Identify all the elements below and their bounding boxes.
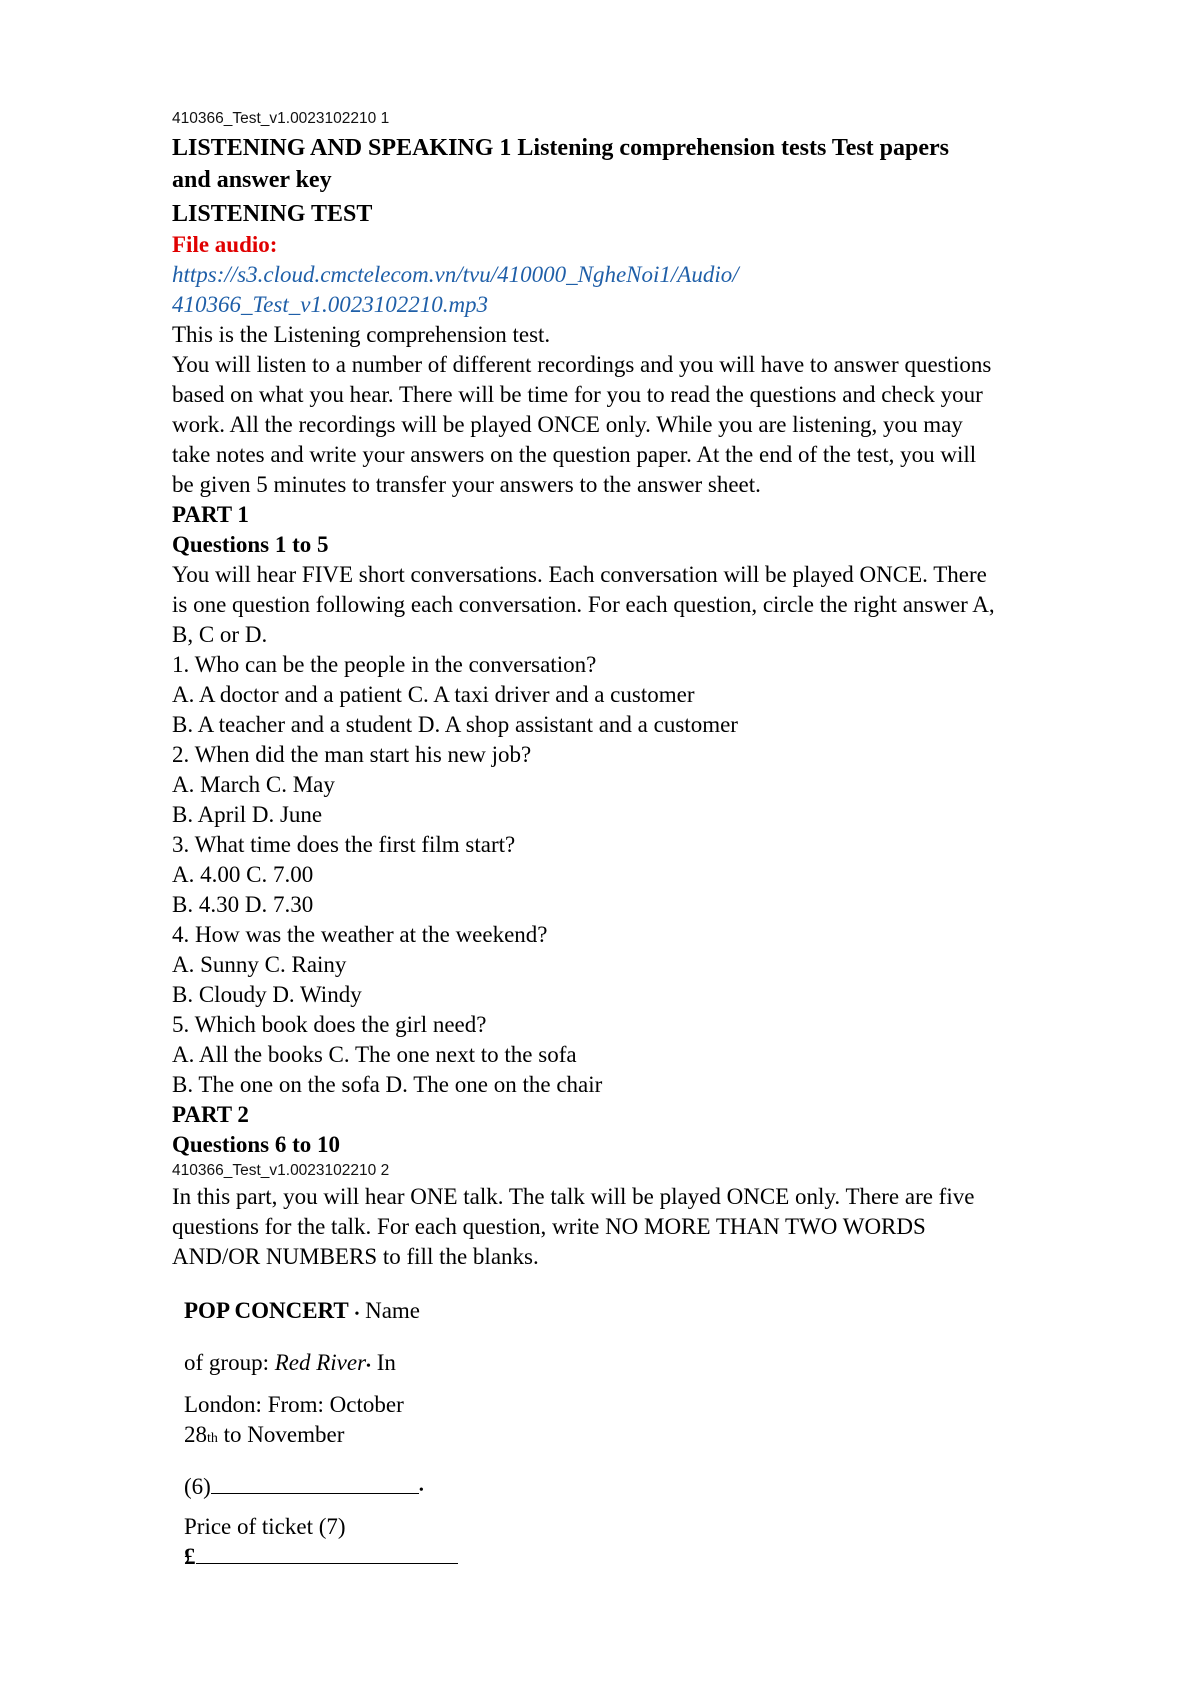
question-5-options-bd: B. The one on the sofa D. The one on the chair: [172, 1072, 603, 1097]
part2-heading: PART 2: [172, 1102, 249, 1127]
question-7-blank[interactable]: [196, 1545, 458, 1564]
page-header-2: 410366_Test_v1.0023102210 2: [172, 1162, 390, 1179]
part1-instruction: B, C or D.: [172, 622, 268, 647]
audio-link-line-2[interactable]: 410366_Test_v1.0023102210.mp3: [172, 292, 489, 317]
question-4-options-bd: B. Cloudy D. Windy: [172, 982, 362, 1007]
question-2-options-ac: A. March C. May: [172, 772, 335, 797]
intro-line: You will listen to a number of different recordings and you will have to answer questions: [172, 352, 992, 377]
london-line: London: From: October: [184, 1392, 404, 1417]
question-1-options-bd: B. A teacher and a student D. A shop assistant and a customer: [172, 712, 738, 737]
file-audio-label: File audio:: [172, 232, 278, 257]
to-november: to November: [217, 1422, 345, 1447]
question-4: 4. How was the weather at the weekend?: [172, 922, 548, 947]
part2-instruction: AND/OR NUMBERS to fill the blanks.: [172, 1244, 539, 1269]
bullet: •: [366, 1359, 371, 1374]
question-3: 3. What time does the first film start?: [172, 832, 516, 857]
part1-subheading: Questions 1 to 5: [172, 532, 329, 557]
question-1-options-ac: A. A doctor and a patient C. A taxi driver and a customer: [172, 682, 695, 707]
in-label: In: [370, 1350, 396, 1375]
question-4-options-ac: A. Sunny C. Rainy: [172, 952, 347, 977]
date-suffix: th: [207, 1431, 218, 1446]
question-5: 5. Which book does the girl need?: [172, 1012, 487, 1037]
intro-line: based on what you hear. There will be time for you to read the questions and check your: [172, 382, 983, 407]
intro-line: This is the Listening comprehension test.: [172, 322, 551, 347]
part2-instruction: questions for the talk. For each question, write NO MORE THAN TWO WORDS: [172, 1214, 926, 1239]
intro-line: take notes and write your answers on the question paper. At the end of the test, you will: [172, 442, 977, 467]
question-6-blank[interactable]: [211, 1475, 419, 1494]
section-title: LISTENING TEST: [172, 201, 373, 227]
bullet: •: [354, 1307, 360, 1322]
intro-line: work. All the recordings will be played ONCE only. While you are listening, you may: [172, 412, 963, 437]
name-label: Name: [359, 1298, 421, 1323]
part1-heading: PART 1: [172, 502, 249, 527]
question-6-label: (6): [184, 1474, 211, 1499]
question-2: 2. When did the man start his new job?: [172, 742, 532, 767]
question-1: 1. Who can be the people in the conversation?: [172, 652, 597, 677]
question-3-options-ac: A. 4.00 C. 7.00: [172, 862, 314, 887]
notes-line-1: [184, 1296, 484, 1330]
pop-concert-title: POP CONCERT: [184, 1298, 349, 1323]
question-3-options-bd: B. 4.30 D. 7.30: [172, 892, 314, 917]
question-6-line: [184, 1472, 484, 1506]
audio-link-line-1[interactable]: https://s3.cloud.cmctelecom.vn/tvu/410000_NgheNoi1/Audio/: [172, 262, 739, 287]
pop-concert-notes: [184, 1296, 484, 1572]
document-title-line-2: and answer key: [172, 167, 332, 193]
date-line: [184, 1420, 484, 1454]
part2-instruction: In this part, you will hear ONE talk. The talk will be played ONCE only. There are five: [172, 1184, 975, 1209]
part1-instruction: is one question following each conversation. For each question, circle the right answer A,: [172, 592, 995, 617]
of-group-label: of group:: [184, 1350, 275, 1375]
date-number: 28: [184, 1422, 207, 1447]
bullet: •: [418, 1483, 424, 1498]
question-7-line: [184, 1542, 484, 1572]
group-name: Red River: [274, 1350, 367, 1375]
document-body: [172, 108, 1132, 1272]
intro-line: be given 5 minutes to transfer your answers to the answer sheet.: [172, 472, 761, 497]
notes-line-2: [184, 1348, 484, 1382]
pound-sign: £: [184, 1544, 196, 1569]
document-title-line-1: LISTENING AND SPEAKING 1 Listening comprehension tests Test papers: [172, 135, 950, 161]
page-header: 410366_Test_v1.0023102210 1: [172, 110, 390, 127]
part1-instruction: You will hear FIVE short conversations. Each conversation will be played ONCE. There: [172, 562, 987, 587]
question-5-options-ac: A. All the books C. The one next to the sofa: [172, 1042, 577, 1067]
part2-subheading: Questions 6 to 10: [172, 1132, 341, 1157]
price-line: Price of ticket (7): [184, 1514, 346, 1539]
question-2-options-bd: B. April D. June: [172, 802, 323, 827]
